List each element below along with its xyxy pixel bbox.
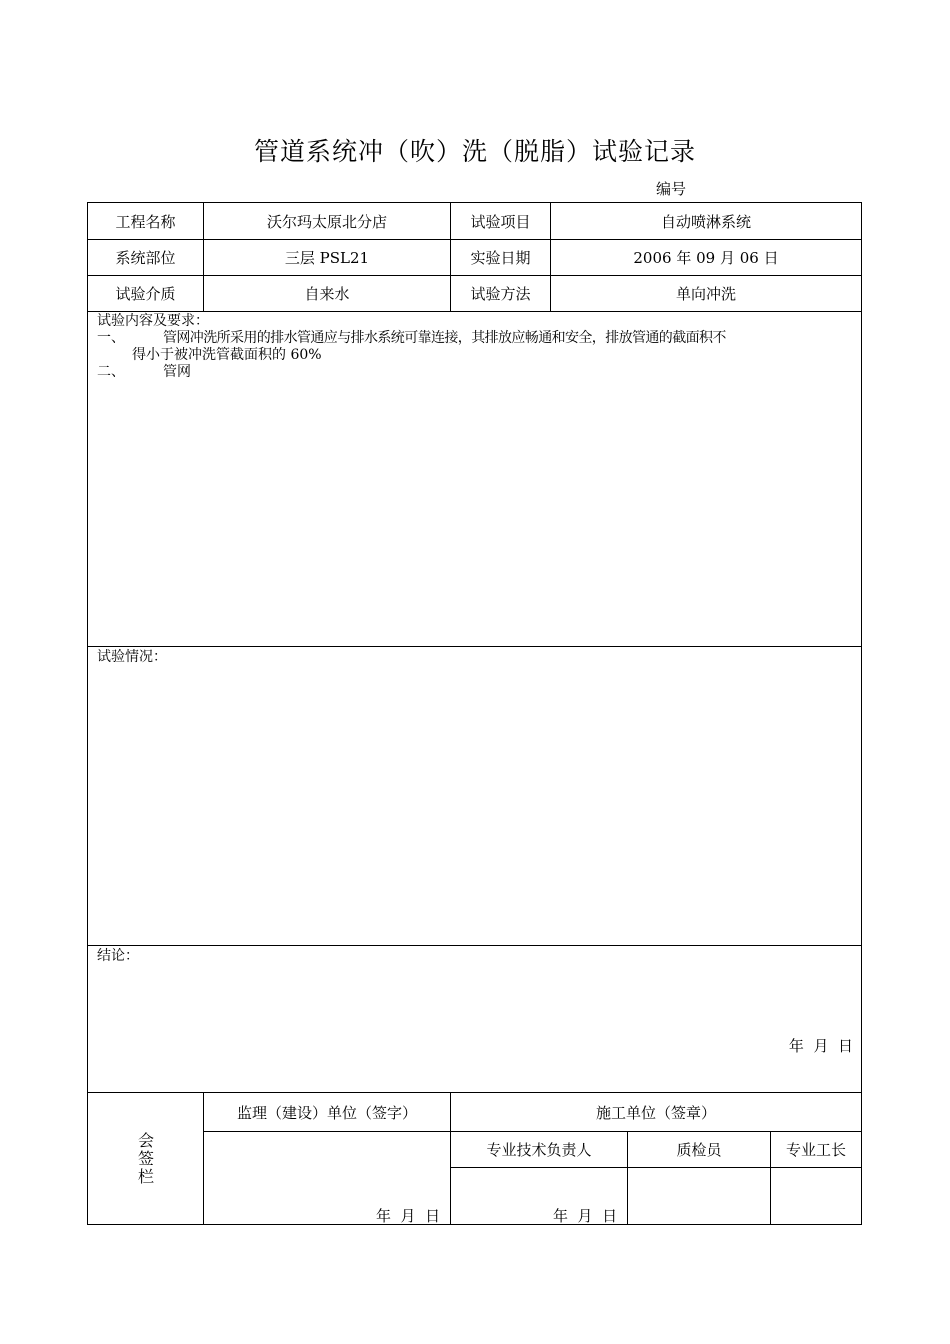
situation-heading: 试验情况： [97, 649, 167, 665]
value-test-medium: 自来水 [304, 285, 350, 303]
conclusion-heading: 结论： [97, 948, 139, 964]
value-test-item: 自动喷淋系统 [660, 212, 751, 231]
col-inspector: 质检员 [676, 1141, 722, 1159]
content-item-1-continued: 得小于被冲洗管截面积的 60% [132, 347, 322, 363]
value-test-method: 单向冲洗 [675, 285, 736, 303]
content-item-1-number: 一、 [97, 330, 125, 346]
contractor-header: 施工单位（签章） [595, 1103, 716, 1122]
conclusion-date: 年 月 日 [788, 1037, 853, 1055]
row-divider [450, 1167, 861, 1168]
col-foreman: 专业工长 [785, 1141, 846, 1159]
value-test-date: 2006 年 09 月 06 日 [633, 249, 779, 267]
row-divider [88, 646, 861, 647]
page-title: 管道系统冲（吹）洗（脱脂）试验记录 [253, 137, 696, 166]
label-system-part: 系统部位 [115, 249, 176, 267]
content-item-2-number: 二、 [97, 364, 125, 380]
col-tech-lead: 专业技术负责人 [486, 1141, 592, 1159]
record-table [87, 202, 862, 1225]
content-item-2-text: 管网 [163, 364, 191, 380]
row-divider [88, 311, 861, 312]
code-label: 编号 [656, 180, 687, 198]
label-test-item: 试验项目 [470, 212, 531, 231]
signoff-label: 会签栏 [137, 1131, 154, 1186]
row-divider [88, 945, 861, 946]
label-test-date: 实验日期 [470, 249, 531, 267]
supervisor-date: 年 月 日 [376, 1207, 441, 1225]
contractor-date: 年 月 日 [553, 1207, 618, 1225]
content-item-1-text: 管网冲洗所采用的排水管通应与排水系统可靠连接，其排放应畅通和安全，排放管通的截面积不 [163, 330, 726, 346]
label-project-name: 工程名称 [115, 212, 176, 231]
label-test-method: 试验方法 [470, 285, 531, 303]
value-system-part: 三层 PSL21 [284, 249, 370, 267]
supervisor-header: 监理（建设）单位（签字） [236, 1103, 417, 1122]
label-test-medium: 试验介质 [115, 285, 176, 303]
value-project-name: 沃尔玛太原北分店 [266, 212, 387, 231]
content-heading: 试验内容及要求： [97, 313, 209, 329]
